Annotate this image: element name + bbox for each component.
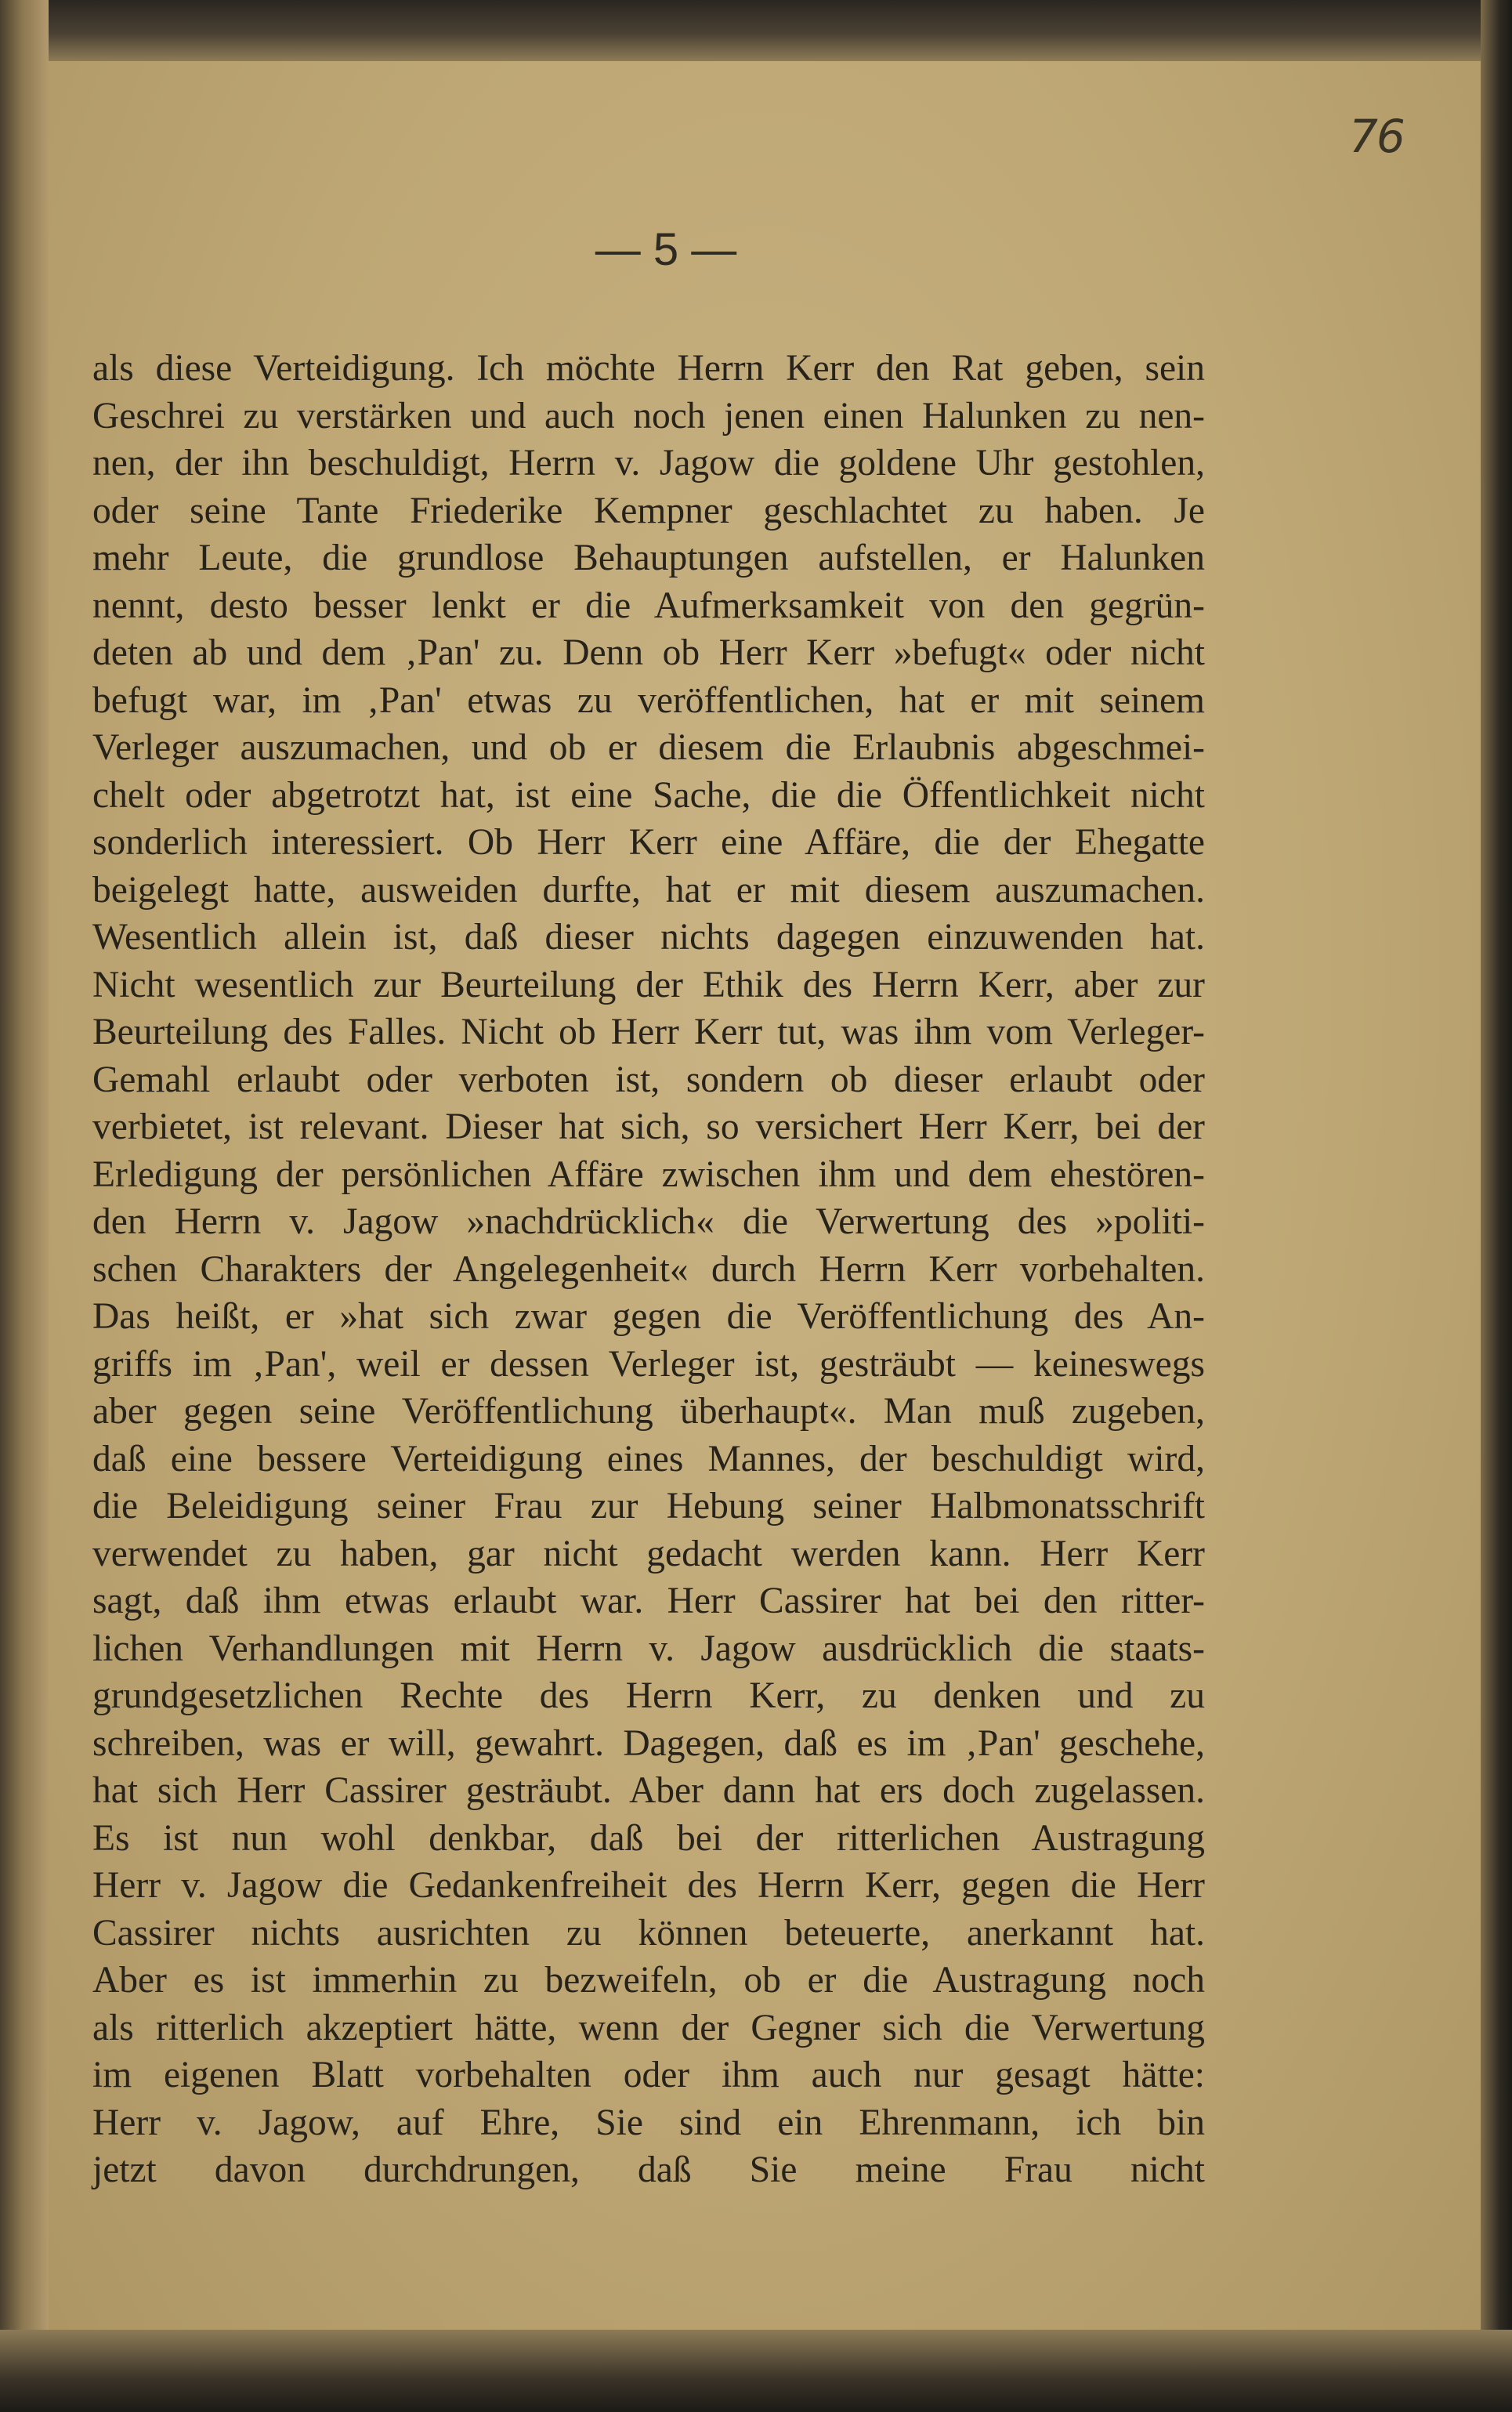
text-line: oder seine Tante Friederike Kempner geschlachtet zu haben. Je bbox=[92, 490, 1205, 531]
text-line: Erledigung der persönlichen Affäre zwischen ihm und dem ehestören- bbox=[92, 1153, 1205, 1195]
text-line: hat sich Herr Cassirer gesträubt. Aber dann hat ers doch zugelassen. bbox=[92, 1770, 1205, 1811]
text-line: nen, der ihn beschuldigt, Herrn v. Jagow die goldene Uhr gestohlen, bbox=[92, 443, 1205, 483]
text-line: sonderlich interessiert. Ob Herr Kerr eine Affäre, die der Ehegatte bbox=[92, 822, 1205, 863]
page-top-edge bbox=[0, 0, 1512, 61]
text-line: sagt, daß ihm etwas erlaubt war. Herr Cassirer hat bei den ritter- bbox=[92, 1581, 1205, 1621]
text-line: beigelegt hatte, ausweiden durfte, hat er mit diesem auszumachen. bbox=[92, 869, 1205, 911]
text-line: als diese Verteidigung. Ich möchte Herrn Kerr den Rat geben, sein bbox=[92, 348, 1205, 389]
text-line: Gemahl erlaubt oder verboten ist, sondern ob dieser erlaubt oder bbox=[92, 1059, 1205, 1100]
text-line: lichen Verhandlungen mit Herrn v. Jagow ausdrücklich die staats- bbox=[92, 1628, 1205, 1669]
text-line: die Beleidigung seiner Frau zur Hebung seiner Halbmonatsschrift bbox=[92, 1486, 1205, 1527]
text-line: griffs im ‚Pan', weil er dessen Verleger ist, gesträubt — keineswegs bbox=[92, 1343, 1205, 1385]
text-line: Herr v. Jagow, auf Ehre, Sie sind ein Ehrenmann, ich bin bbox=[92, 2102, 1205, 2143]
text-line: grundgesetzlichen Rechte des Herrn Kerr, zu denken und zu bbox=[92, 1675, 1205, 1716]
handwritten-folio-number: 76 bbox=[1349, 110, 1404, 163]
text-line: nennt, desto besser lenkt er die Aufmerksamkeit von den gegrün- bbox=[92, 585, 1205, 626]
page-bottom-edge bbox=[0, 2330, 1512, 2412]
text-line: Das heißt, er »hat sich zwar gegen die Veröffentlichung des An- bbox=[92, 1296, 1205, 1337]
text-line: als ritterlich akzeptiert hätte, wenn der Gegner sich die Verwertung bbox=[92, 2007, 1205, 2048]
text-line: den Herrn v. Jagow »nachdrücklich« die Verwertung des »politi- bbox=[92, 1201, 1205, 1242]
text-line: im eigenen Blatt vorbehalten oder ihm auch nur gesagt hätte: bbox=[92, 2055, 1205, 2095]
text-line: befugt war, im ‚Pan' etwas zu veröffentlichen, hat er mit seinem bbox=[92, 679, 1205, 721]
page-right-edge bbox=[1481, 0, 1512, 2412]
text-line: verwendet zu haben, gar nicht gedacht werden kann. Herr Kerr bbox=[92, 1533, 1205, 1574]
text-line: Wesentlich allein ist, daß dieser nichts dagegen einzuwenden hat. bbox=[92, 917, 1205, 958]
text-line: mehr Leute, die grundlose Behauptungen aufstellen, er Halunken bbox=[92, 538, 1205, 578]
text-line: jetzt davon durchdrungen, daß Sie meine Frau nicht bbox=[92, 2149, 1205, 2190]
text-line: schreiben, was er will, gewahrt. Dagegen, daß es im ‚Pan' geschehe, bbox=[92, 1722, 1205, 1764]
text-line: Herr v. Jagow die Gedankenfreiheit des Herrn Kerr, gegen die Herr bbox=[92, 1865, 1205, 1906]
text-line: Geschrei zu verstärken und auch noch jenen einen Halunken zu nen- bbox=[92, 395, 1205, 436]
text-line: Cassirer nichts ausrichten zu können beteuerte, anerkannt hat. bbox=[92, 1912, 1205, 1954]
text-line: aber gegen seine Veröffentlichung überhaupt«. Man muß zugeben, bbox=[92, 1391, 1205, 1432]
text-line: Verleger auszumachen, und ob er diesem die Erlaubnis abgeschmei- bbox=[92, 727, 1205, 768]
text-line: chelt oder abgetrotzt hat, ist eine Sache, die die Öffentlichkeit nicht bbox=[92, 774, 1205, 816]
text-line: Es ist nun wohl denkbar, daß bei der ritterlichen Austragung bbox=[92, 1817, 1205, 1859]
page-number: — 5 — bbox=[595, 224, 737, 275]
text-line: verbietet, ist relevant. Dieser hat sich, so versichert Herr Kerr, bei der bbox=[92, 1106, 1205, 1147]
text-line: Beurteilung des Falles. Nicht ob Herr Kerr tut, was ihm vom Verleger- bbox=[92, 1012, 1205, 1052]
text-line: deten ab und dem ‚Pan' zu. Denn ob Herr Kerr »befugt« oder nicht bbox=[92, 632, 1205, 673]
text-line: Aber es ist immerhin zu bezweifeln, ob er die Austragung noch bbox=[92, 1960, 1205, 2001]
body-text bbox=[92, 345, 1205, 2194]
book-binding-edge bbox=[0, 0, 49, 2412]
text-line: daß eine bessere Verteidigung eines Mannes, der beschuldigt wird, bbox=[92, 1438, 1205, 1479]
text-line: schen Charakters der Angelegenheit« durch Herrn Kerr vorbehalten. bbox=[92, 1248, 1205, 1290]
text-line: Nicht wesentlich zur Beurteilung der Ethik des Herrn Kerr, aber zur bbox=[92, 964, 1205, 1005]
